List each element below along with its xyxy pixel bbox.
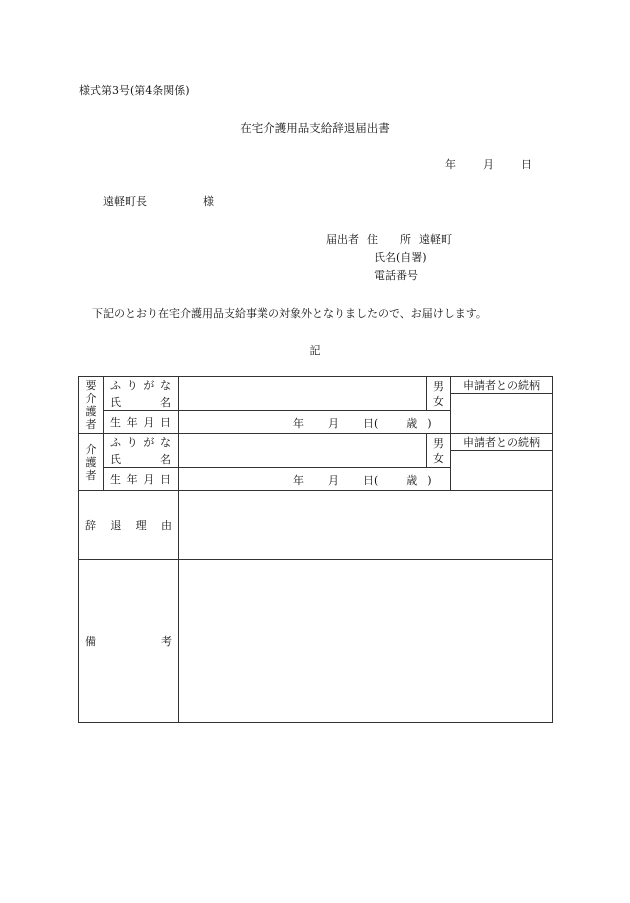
addressee-name: 遠軽町長 — [103, 195, 147, 208]
care-recipient-dob-field[interactable]: 年 月 日( 歳 ) — [179, 411, 451, 434]
caregiver-relationship-field[interactable] — [451, 451, 553, 491]
addressee-honorific: 様 — [203, 195, 214, 208]
notifier-label: 届出者 — [326, 233, 359, 246]
date-day-label: 日 — [521, 158, 532, 171]
form-table — [78, 376, 553, 723]
address-label: 住 所 — [367, 233, 411, 246]
remarks-field[interactable] — [179, 560, 553, 723]
care-recipient-label: 要 介 護 者 — [79, 377, 104, 434]
date-month-label: 月 — [483, 158, 494, 171]
dob-label: 生 年 月 日 — [104, 411, 179, 434]
caregiver-name-field[interactable] — [179, 434, 427, 468]
intro-text: 下記のとおり在宅介護用品支給事業の対象外となりましたので、お届けします。 — [92, 307, 487, 320]
furigana-label: ふ り が な — [104, 377, 179, 394]
furigana-label: ふ り が な — [104, 434, 179, 451]
relationship-label: 申請者との続柄 — [451, 377, 553, 394]
addressee — [103, 193, 214, 209]
withdrawal-reason-field[interactable] — [179, 491, 553, 560]
withdrawal-reason-label: 辞 退 理 由 — [79, 491, 179, 560]
caregiver-sex[interactable]: 男 女 — [427, 434, 451, 468]
date-year-label: 年 — [445, 158, 456, 171]
name-signature-label: 氏名(自署) — [374, 251, 427, 264]
submission-date — [445, 156, 532, 172]
caregiver-label: 介 護 者 — [79, 434, 104, 491]
care-recipient-sex[interactable]: 男 女 — [427, 377, 451, 411]
name-label: 氏 名 — [104, 451, 179, 468]
caregiver-dob-field[interactable]: 年 月 日( 歳 ) — [179, 468, 451, 491]
ki-heading: 記 — [309, 344, 321, 357]
document-title: 在宅介護用品支給辞退届出書 — [240, 121, 390, 135]
name-label: 氏 名 — [104, 394, 179, 411]
care-recipient-name-field[interactable] — [179, 377, 427, 411]
notifier-block — [326, 231, 452, 285]
address-value[interactable]: 遠軽町 — [419, 233, 452, 246]
care-recipient-relationship-field[interactable] — [451, 394, 553, 434]
form-number: 様式第3号(第4条関係) — [79, 84, 190, 97]
remarks-label: 備 考 — [79, 560, 179, 723]
dob-label: 生 年 月 日 — [104, 468, 179, 491]
relationship-label: 申請者との続柄 — [451, 434, 553, 451]
phone-label: 電話番号 — [374, 269, 418, 282]
